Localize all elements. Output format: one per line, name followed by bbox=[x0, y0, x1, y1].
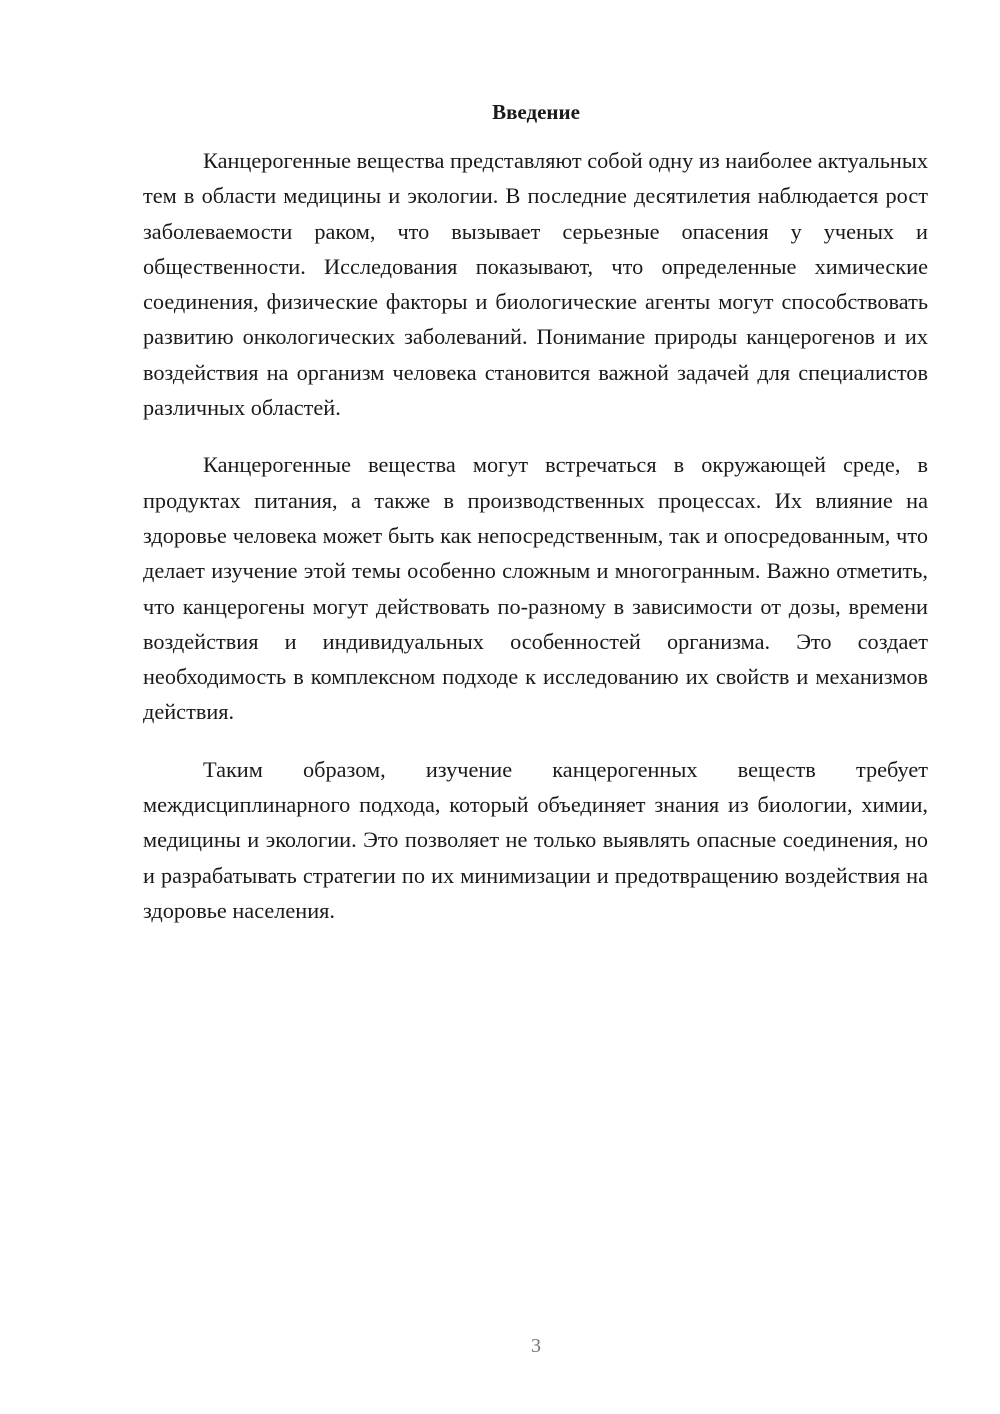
paragraph: Канцерогенные вещества могут встречаться в окружающей среде, в продуктах питания, а также в производственных процессах. Их влияние на здоровье человека может быть как непосредственным, так и опосредованным, что делает изучение этой темы особенно сложным и многогранным. Важно отметить, что канцерогены могут действовать по-разному в зависимости от дозы, времени воздействия и индивидуальных особенностей организма. Это создает необходимость в комплексном подходе к исследованию их свойств и механизмов действия. bbox=[143, 452, 928, 725]
paragraph: Таким образом, изучение канцерогенных веществ требует междисциплинарного подхода, который объединяет знания из биологии, химии, медицины и экологии. Это позволяет не только выявлять опасные соединения, но и разрабатывать стратегии по их минимизации и предотвращению воздействия на здоровье населения. bbox=[143, 756, 928, 923]
paragraph: Канцерогенные вещества представляют собой одну из наиболее актуальных тем в области медицины и экологии. В последние десятилетия наблюдается рост заболеваемости раком, что вызывает серьезные опасения у ученых и общественности. Исследования показывают, что определенные химические соединения, физические факторы и биологические агенты могут способствовать развитию онкологических заболеваний. Понимание природы канцерогенов и их воздействия на организм человека становится важной задачей для специалистов различных областей. bbox=[143, 148, 928, 421]
page-title: Введение bbox=[492, 100, 580, 124]
document-body bbox=[143, 143, 928, 950]
page-number: 3 bbox=[531, 1335, 541, 1357]
